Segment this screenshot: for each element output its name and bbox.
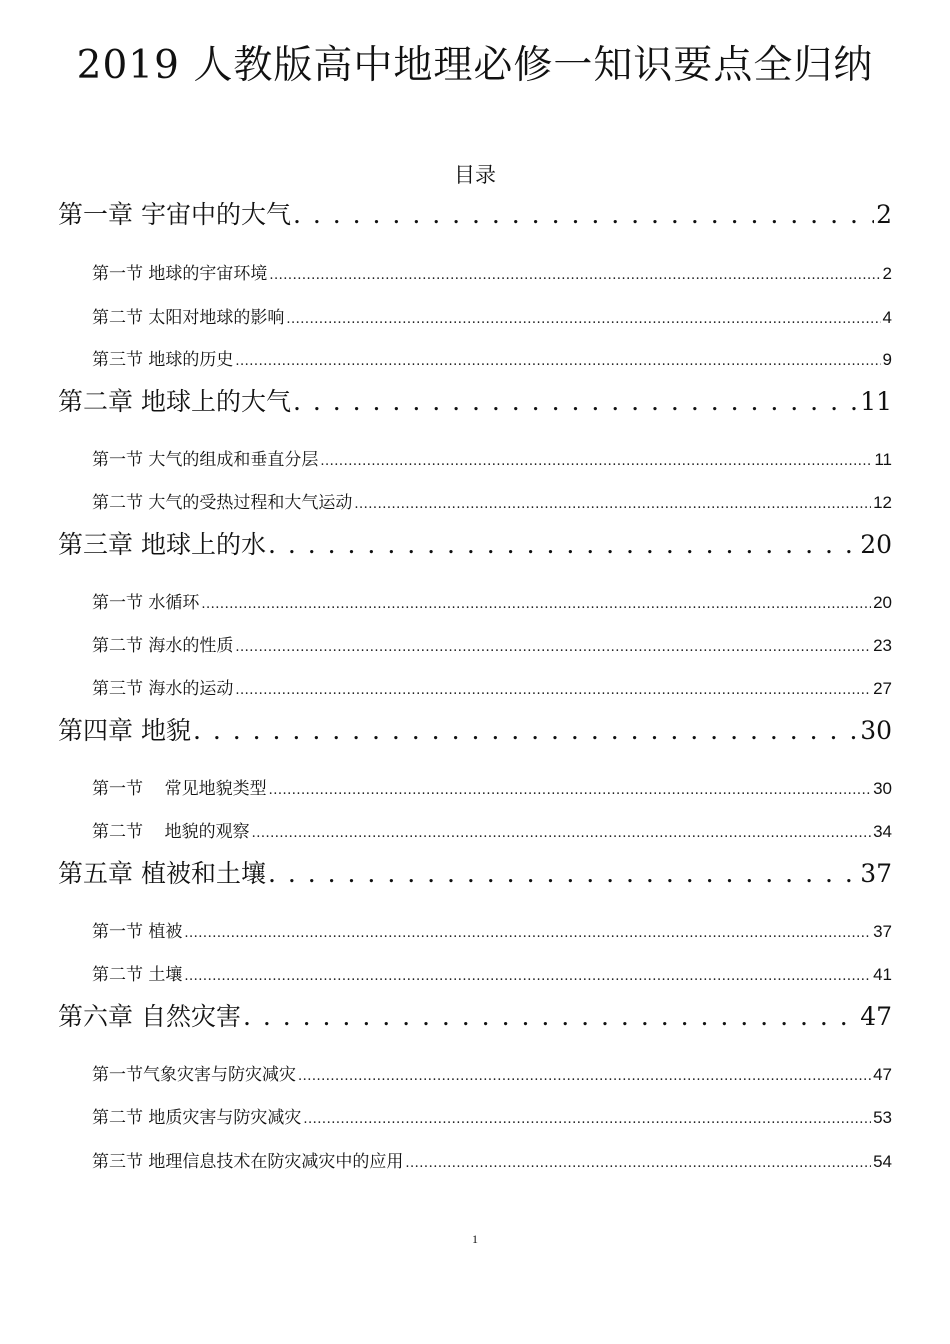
toc-chapter-4[interactable] — [58, 713, 892, 749]
page-number: 1 — [472, 1232, 478, 1246]
section-label: 第二节 地质灾害与防灾减灾 — [92, 1108, 302, 1128]
chapter-page: 37 — [860, 859, 892, 888]
section-label: 第一节 地球的宇宙环境 — [92, 264, 268, 284]
toc-section-6-3[interactable] — [92, 1149, 892, 1175]
section-page: 11 — [874, 450, 892, 469]
section-page: 12 — [873, 493, 892, 512]
dot-leader — [286, 305, 880, 333]
toc-section-3-2[interactable] — [92, 633, 892, 659]
toc-heading: 目录 — [454, 163, 496, 187]
toc-section-2-2[interactable] — [92, 490, 892, 516]
toc-section-6-1[interactable] — [92, 1062, 892, 1088]
dot-leader — [298, 1062, 871, 1090]
section-label: 第二节 海水的性质 — [92, 636, 234, 656]
section-page: 23 — [873, 636, 892, 655]
toc-section-1-1[interactable] — [92, 261, 892, 287]
section-page: 9 — [882, 350, 892, 369]
chapter-page: 2 — [876, 200, 892, 229]
dot-leader — [252, 819, 871, 847]
toc-section-4-2[interactable] — [92, 819, 892, 845]
toc-chapter-5[interactable] — [58, 856, 892, 892]
document-title: 2019 人教版高中地理必修一知识要点全归纳 — [76, 43, 874, 88]
chapter-label: 第四章 地貌 — [58, 716, 191, 745]
dot-leader — [235, 676, 871, 704]
toc-section-1-2[interactable] — [92, 305, 892, 331]
section-page: 34 — [873, 822, 892, 841]
dot-leader — [405, 1149, 871, 1177]
toc-section-5-2[interactable] — [92, 962, 892, 988]
chapter-label: 第五章 植被和土壤 — [58, 859, 266, 888]
dot-leader — [354, 490, 871, 518]
dot-leader — [320, 447, 872, 475]
toc-section-3-1[interactable] — [92, 590, 892, 616]
dot-leader — [235, 347, 880, 375]
section-page: 4 — [882, 308, 892, 327]
chapter-label: 第一章 宇宙中的大气 — [58, 200, 291, 229]
section-label: 第一节气象灾害与防灾减灾 — [92, 1065, 296, 1085]
section-label: 第一节 水循环 — [92, 593, 200, 613]
dot-leader — [235, 633, 871, 661]
toc-chapter-2[interactable] — [58, 384, 892, 420]
dot-leader — [243, 999, 858, 1035]
dot-leader — [293, 197, 874, 233]
section-page: 53 — [873, 1108, 892, 1127]
section-page: 20 — [873, 593, 892, 612]
section-page: 54 — [873, 1152, 892, 1171]
dot-leader — [269, 776, 871, 804]
chapter-page: 11 — [860, 387, 892, 416]
section-label: 第三节 地球的历史 — [92, 350, 234, 370]
chapter-page: 20 — [860, 530, 892, 559]
chapter-page: 47 — [860, 1002, 892, 1031]
section-label: 第三节 地理信息技术在防灾减灾中的应用 — [92, 1152, 404, 1172]
section-page: 37 — [873, 922, 892, 941]
dot-leader — [268, 856, 858, 892]
dot-leader — [268, 527, 858, 563]
toc-section-1-3[interactable] — [92, 347, 892, 373]
section-page: 47 — [873, 1065, 892, 1084]
section-label: 第一节 常见地貌类型 — [92, 779, 267, 799]
section-label: 第二节 地貌的观察 — [92, 822, 250, 842]
dot-leader — [269, 261, 880, 289]
dot-leader — [184, 962, 871, 990]
toc-section-5-1[interactable] — [92, 919, 892, 945]
section-page: 2 — [882, 264, 892, 283]
toc-chapter-1[interactable] — [58, 197, 892, 233]
chapter-label: 第三章 地球上的水 — [58, 530, 266, 559]
dot-leader — [193, 713, 858, 749]
dot-leader — [201, 590, 871, 618]
toc-section-2-1[interactable] — [92, 447, 892, 473]
section-page: 27 — [873, 679, 892, 698]
toc-chapter-6[interactable] — [58, 999, 892, 1035]
section-page: 41 — [873, 965, 892, 984]
section-label: 第二节 大气的受热过程和大气运动 — [92, 493, 353, 513]
dot-leader — [303, 1105, 871, 1133]
toc-section-4-1[interactable] — [92, 776, 892, 802]
section-label: 第二节 太阳对地球的影响 — [92, 308, 285, 328]
section-label: 第一节 植被 — [92, 922, 183, 942]
dot-leader — [184, 919, 871, 947]
chapter-page: 30 — [860, 716, 892, 745]
toc-section-3-3[interactable] — [92, 676, 892, 702]
section-page: 30 — [873, 779, 892, 798]
dot-leader — [293, 384, 858, 420]
section-label: 第二节 土壤 — [92, 965, 183, 985]
section-label: 第三节 海水的运动 — [92, 679, 234, 699]
toc-section-6-2[interactable] — [92, 1105, 892, 1131]
chapter-label: 第二章 地球上的大气 — [58, 387, 291, 416]
chapter-label: 第六章 自然灾害 — [58, 1002, 241, 1031]
section-label: 第一节 大气的组成和垂直分层 — [92, 450, 319, 470]
toc-chapter-3[interactable] — [58, 527, 892, 563]
